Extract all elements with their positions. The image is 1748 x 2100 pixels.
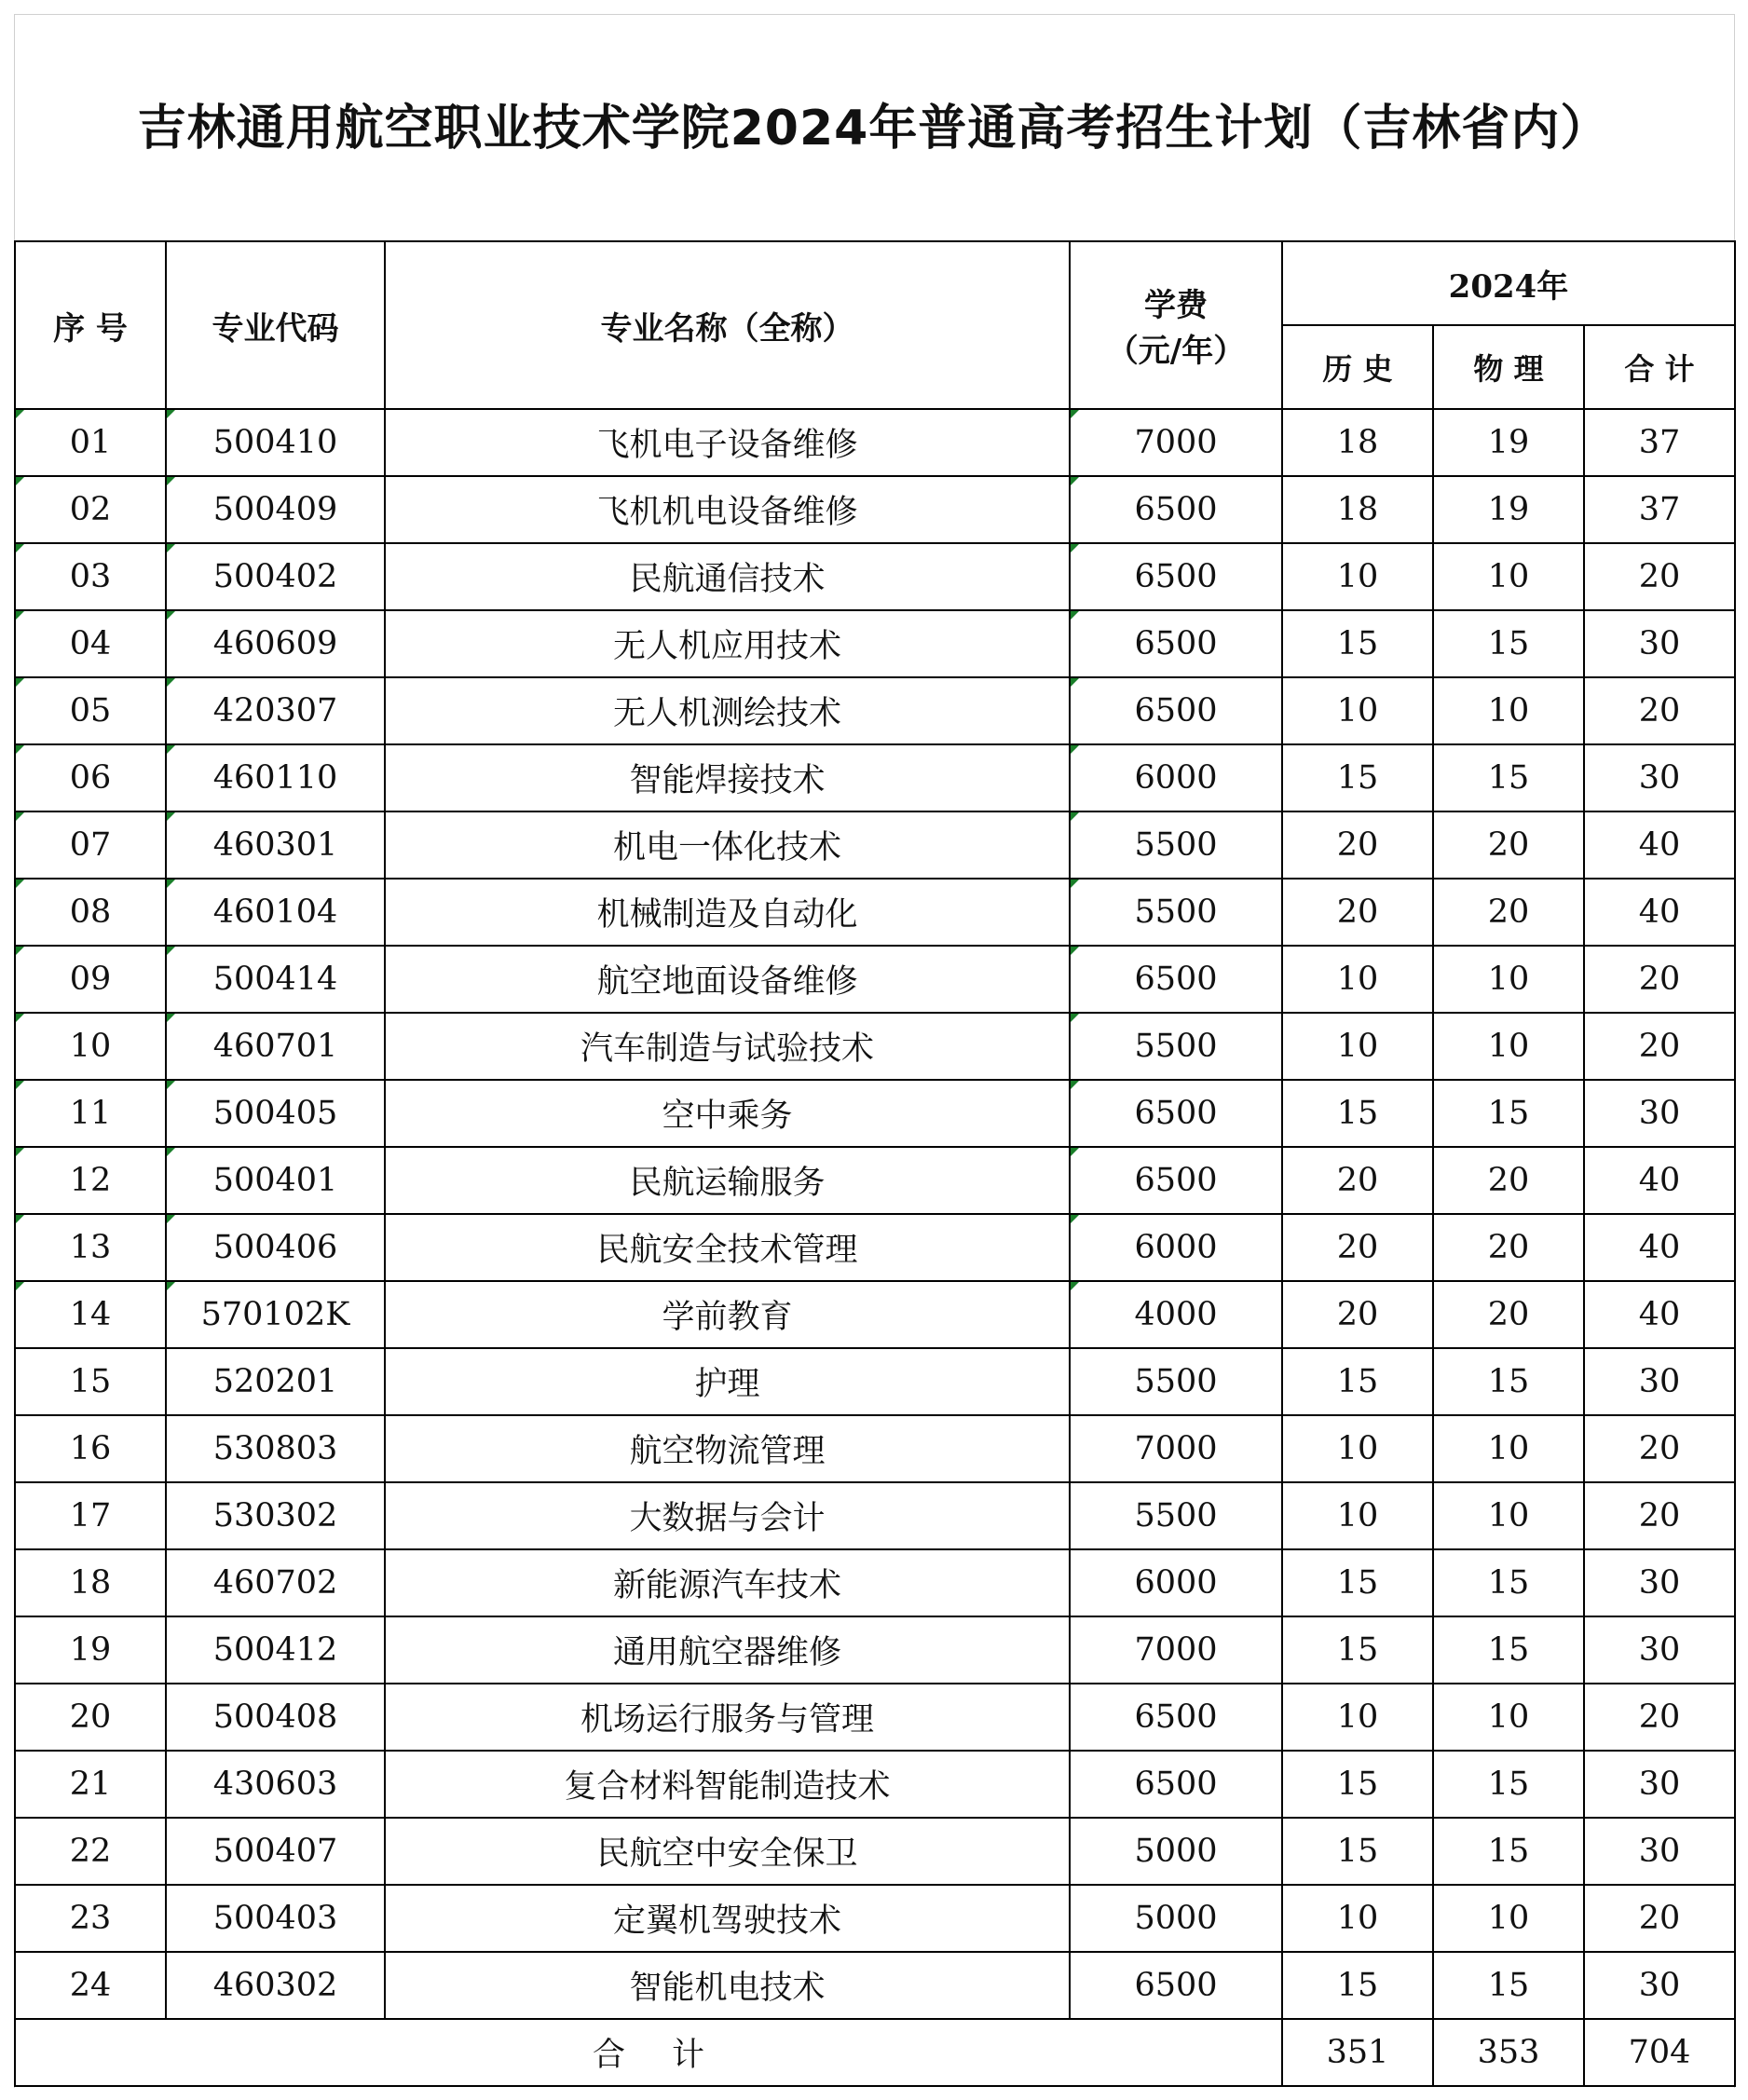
cell-total: 30 [1584, 1348, 1735, 1415]
cell-history: 10 [1282, 1482, 1433, 1549]
header-index: 序 号 [15, 241, 166, 409]
cell-total: 40 [1584, 1147, 1735, 1214]
cell-physics: 15 [1433, 744, 1584, 811]
cell-fee: 6500 [1070, 1751, 1282, 1818]
cell-name: 民航通信技术 [385, 543, 1070, 610]
cell-code: 500408 [166, 1684, 385, 1751]
cell-index: 07 [15, 811, 166, 879]
cell-code: 420307 [166, 677, 385, 744]
header-year: 2024年 [1282, 241, 1735, 325]
cell-history: 15 [1282, 1818, 1433, 1885]
cell-history: 15 [1282, 1549, 1433, 1616]
cell-name: 飞机电子设备维修 [385, 409, 1070, 476]
table-row [15, 476, 1735, 543]
cell-code: 460104 [166, 879, 385, 946]
cell-fee: 6500 [1070, 1684, 1282, 1751]
cell-index: 19 [15, 1616, 166, 1684]
cell-physics: 20 [1433, 1214, 1584, 1281]
cell-index: 23 [15, 1885, 166, 1952]
cell-code: 520201 [166, 1348, 385, 1415]
table-row [15, 1885, 1735, 1952]
cell-index: 09 [15, 946, 166, 1013]
cell-code: 460701 [166, 1013, 385, 1080]
cell-physics: 10 [1433, 1482, 1584, 1549]
cell-fee: 6000 [1070, 744, 1282, 811]
cell-physics: 10 [1433, 1415, 1584, 1482]
enrollment-plan-table [14, 240, 1736, 2087]
table-row [15, 1616, 1735, 1684]
table-row [15, 409, 1735, 476]
cell-history: 10 [1282, 1415, 1433, 1482]
cell-name: 机械制造及自动化 [385, 879, 1070, 946]
cell-history: 20 [1282, 1281, 1433, 1348]
cell-code: 460301 [166, 811, 385, 879]
cell-code: 460302 [166, 1952, 385, 2019]
cell-fee: 5000 [1070, 1818, 1282, 1885]
cell-total: 20 [1584, 1013, 1735, 1080]
table-row [15, 1818, 1735, 1885]
cell-index: 03 [15, 543, 166, 610]
table-row [15, 1684, 1735, 1751]
cell-history: 18 [1282, 409, 1433, 476]
cell-code: 500405 [166, 1080, 385, 1147]
table-row [15, 1751, 1735, 1818]
cell-total: 30 [1584, 1080, 1735, 1147]
cell-code: 430603 [166, 1751, 385, 1818]
cell-fee: 7000 [1070, 409, 1282, 476]
cell-fee: 5500 [1070, 1013, 1282, 1080]
cell-index: 01 [15, 409, 166, 476]
cell-physics: 15 [1433, 1348, 1584, 1415]
cell-index: 13 [15, 1214, 166, 1281]
cell-total: 30 [1584, 1818, 1735, 1885]
cell-total: 30 [1584, 610, 1735, 677]
cell-code: 500410 [166, 409, 385, 476]
cell-history: 15 [1282, 1751, 1433, 1818]
cell-index: 14 [15, 1281, 166, 1348]
cell-code: 460110 [166, 744, 385, 811]
cell-index: 12 [15, 1147, 166, 1214]
cell-code: 530302 [166, 1482, 385, 1549]
cell-physics: 15 [1433, 1818, 1584, 1885]
cell-name: 飞机机电设备维修 [385, 476, 1070, 543]
cell-name: 机场运行服务与管理 [385, 1684, 1070, 1751]
cell-history: 15 [1282, 1952, 1433, 2019]
cell-index: 24 [15, 1952, 166, 2019]
cell-history: 20 [1282, 811, 1433, 879]
cell-fee: 5500 [1070, 879, 1282, 946]
table-row [15, 1080, 1735, 1147]
cell-fee: 5000 [1070, 1885, 1282, 1952]
cell-code: 530803 [166, 1415, 385, 1482]
cell-total: 37 [1584, 409, 1735, 476]
cell-history: 10 [1282, 543, 1433, 610]
cell-fee: 6500 [1070, 476, 1282, 543]
header-physics: 物 理 [1433, 325, 1584, 409]
cell-total: 30 [1584, 1616, 1735, 1684]
cell-name: 机电一体化技术 [385, 811, 1070, 879]
cell-total: 20 [1584, 677, 1735, 744]
cell-fee: 5500 [1070, 811, 1282, 879]
cell-code: 500409 [166, 476, 385, 543]
cell-physics: 10 [1433, 1885, 1584, 1952]
table-body [15, 409, 1735, 2019]
table-row [15, 1281, 1735, 1348]
cell-physics: 15 [1433, 1080, 1584, 1147]
table-row [15, 543, 1735, 610]
cell-total: 40 [1584, 879, 1735, 946]
cell-history: 15 [1282, 744, 1433, 811]
cell-name: 空中乘务 [385, 1080, 1070, 1147]
cell-history: 15 [1282, 610, 1433, 677]
cell-code: 500402 [166, 543, 385, 610]
table-row [15, 744, 1735, 811]
cell-physics: 19 [1433, 409, 1584, 476]
cell-total: 30 [1584, 1952, 1735, 2019]
cell-fee: 6000 [1070, 1549, 1282, 1616]
cell-fee: 6500 [1070, 610, 1282, 677]
cell-total: 30 [1584, 744, 1735, 811]
cell-history: 10 [1282, 946, 1433, 1013]
cell-fee: 6500 [1070, 543, 1282, 610]
cell-history: 15 [1282, 1080, 1433, 1147]
table-row [15, 1482, 1735, 1549]
cell-name: 航空物流管理 [385, 1415, 1070, 1482]
cell-total: 20 [1584, 1415, 1735, 1482]
table-row [15, 811, 1735, 879]
cell-total: 20 [1584, 1684, 1735, 1751]
summary-history: 351 [1282, 2019, 1433, 2086]
cell-physics: 20 [1433, 811, 1584, 879]
cell-fee: 7000 [1070, 1616, 1282, 1684]
table-row [15, 1147, 1735, 1214]
cell-history: 10 [1282, 1885, 1433, 1952]
cell-physics: 10 [1433, 1013, 1584, 1080]
cell-code: 460702 [166, 1549, 385, 1616]
cell-total: 30 [1584, 1751, 1735, 1818]
cell-history: 10 [1282, 1684, 1433, 1751]
cell-total: 20 [1584, 1482, 1735, 1549]
table-row [15, 946, 1735, 1013]
cell-index: 17 [15, 1482, 166, 1549]
cell-code: 500407 [166, 1818, 385, 1885]
cell-name: 学前教育 [385, 1281, 1070, 1348]
summary-physics: 353 [1433, 2019, 1584, 2086]
cell-index: 20 [15, 1684, 166, 1751]
cell-physics: 15 [1433, 1952, 1584, 2019]
cell-fee: 6500 [1070, 946, 1282, 1013]
cell-fee: 4000 [1070, 1281, 1282, 1348]
cell-name: 通用航空器维修 [385, 1616, 1070, 1684]
cell-total: 20 [1584, 946, 1735, 1013]
cell-index: 06 [15, 744, 166, 811]
cell-code: 570102K [166, 1281, 385, 1348]
cell-index: 10 [15, 1013, 166, 1080]
cell-code: 500403 [166, 1885, 385, 1952]
cell-fee: 6000 [1070, 1214, 1282, 1281]
cell-history: 18 [1282, 476, 1433, 543]
cell-name: 智能机电技术 [385, 1952, 1070, 2019]
cell-name: 民航运输服务 [385, 1147, 1070, 1214]
cell-physics: 10 [1433, 677, 1584, 744]
page-title: 吉林通用航空职业技术学院2024年普通高考招生计划（吉林省内） [137, 101, 1610, 157]
cell-fee: 6500 [1070, 1080, 1282, 1147]
header-history: 历 史 [1282, 325, 1433, 409]
cell-fee: 6500 [1070, 677, 1282, 744]
cell-index: 04 [15, 610, 166, 677]
summary-total: 704 [1584, 2019, 1735, 2086]
cell-name: 护理 [385, 1348, 1070, 1415]
cell-total: 40 [1584, 811, 1735, 879]
cell-name: 复合材料智能制造技术 [385, 1751, 1070, 1818]
table-row [15, 1415, 1735, 1482]
header-name: 专业名称（全称） [385, 241, 1070, 409]
header-fee-line1: 学费 [1144, 287, 1208, 324]
table-row [15, 677, 1735, 744]
cell-index: 15 [15, 1348, 166, 1415]
cell-name: 航空地面设备维修 [385, 946, 1070, 1013]
table-row [15, 610, 1735, 677]
cell-name: 民航空中安全保卫 [385, 1818, 1070, 1885]
cell-total: 37 [1584, 476, 1735, 543]
summary-label [15, 2019, 1282, 2086]
cell-index: 05 [15, 677, 166, 744]
cell-index: 02 [15, 476, 166, 543]
cell-fee: 7000 [1070, 1415, 1282, 1482]
cell-index: 22 [15, 1818, 166, 1885]
cell-name: 无人机测绘技术 [385, 677, 1070, 744]
table-row [15, 879, 1735, 946]
header-fee [1070, 241, 1282, 409]
cell-physics: 20 [1433, 1281, 1584, 1348]
cell-code: 460609 [166, 610, 385, 677]
cell-history: 20 [1282, 879, 1433, 946]
cell-fee: 5500 [1070, 1482, 1282, 1549]
cell-code: 500406 [166, 1214, 385, 1281]
cell-history: 10 [1282, 1013, 1433, 1080]
cell-name: 定翼机驾驶技术 [385, 1885, 1070, 1952]
cell-total: 40 [1584, 1281, 1735, 1348]
cell-index: 21 [15, 1751, 166, 1818]
cell-total: 20 [1584, 1885, 1735, 1952]
cell-physics: 10 [1433, 1684, 1584, 1751]
cell-index: 18 [15, 1549, 166, 1616]
cell-name: 无人机应用技术 [385, 610, 1070, 677]
cell-total: 30 [1584, 1549, 1735, 1616]
cell-history: 20 [1282, 1214, 1433, 1281]
header-total: 合 计 [1584, 325, 1735, 409]
cell-name: 新能源汽车技术 [385, 1549, 1070, 1616]
cell-name: 汽车制造与试验技术 [385, 1013, 1070, 1080]
cell-fee: 5500 [1070, 1348, 1282, 1415]
cell-physics: 15 [1433, 1616, 1584, 1684]
cell-total: 20 [1584, 543, 1735, 610]
table-row [15, 1348, 1735, 1415]
table-row [15, 1549, 1735, 1616]
cell-name: 民航安全技术管理 [385, 1214, 1070, 1281]
table-row [15, 1214, 1735, 1281]
header-fee-line2: （元/年） [1106, 333, 1246, 370]
cell-history: 20 [1282, 1147, 1433, 1214]
cell-total: 40 [1584, 1214, 1735, 1281]
cell-index: 08 [15, 879, 166, 946]
cell-physics: 20 [1433, 879, 1584, 946]
cell-code: 500401 [166, 1147, 385, 1214]
cell-physics: 10 [1433, 946, 1584, 1013]
cell-name: 大数据与会计 [385, 1482, 1070, 1549]
cell-name: 智能焊接技术 [385, 744, 1070, 811]
table-row [15, 1952, 1735, 2019]
cell-history: 15 [1282, 1616, 1433, 1684]
cell-physics: 15 [1433, 610, 1584, 677]
summary-row [15, 2019, 1735, 2086]
cell-fee: 6500 [1070, 1952, 1282, 2019]
cell-physics: 19 [1433, 476, 1584, 543]
cell-index: 16 [15, 1415, 166, 1482]
cell-code: 500412 [166, 1616, 385, 1684]
cell-code: 500414 [166, 946, 385, 1013]
cell-physics: 15 [1433, 1751, 1584, 1818]
cell-index: 11 [15, 1080, 166, 1147]
summary-label-text: 合计 [592, 2037, 751, 2074]
cell-history: 10 [1282, 677, 1433, 744]
cell-fee: 6500 [1070, 1147, 1282, 1214]
header-code: 专业代码 [166, 241, 385, 409]
cell-history: 15 [1282, 1348, 1433, 1415]
cell-physics: 10 [1433, 543, 1584, 610]
cell-physics: 15 [1433, 1549, 1584, 1616]
cell-physics: 20 [1433, 1147, 1584, 1214]
table-row [15, 1013, 1735, 1080]
